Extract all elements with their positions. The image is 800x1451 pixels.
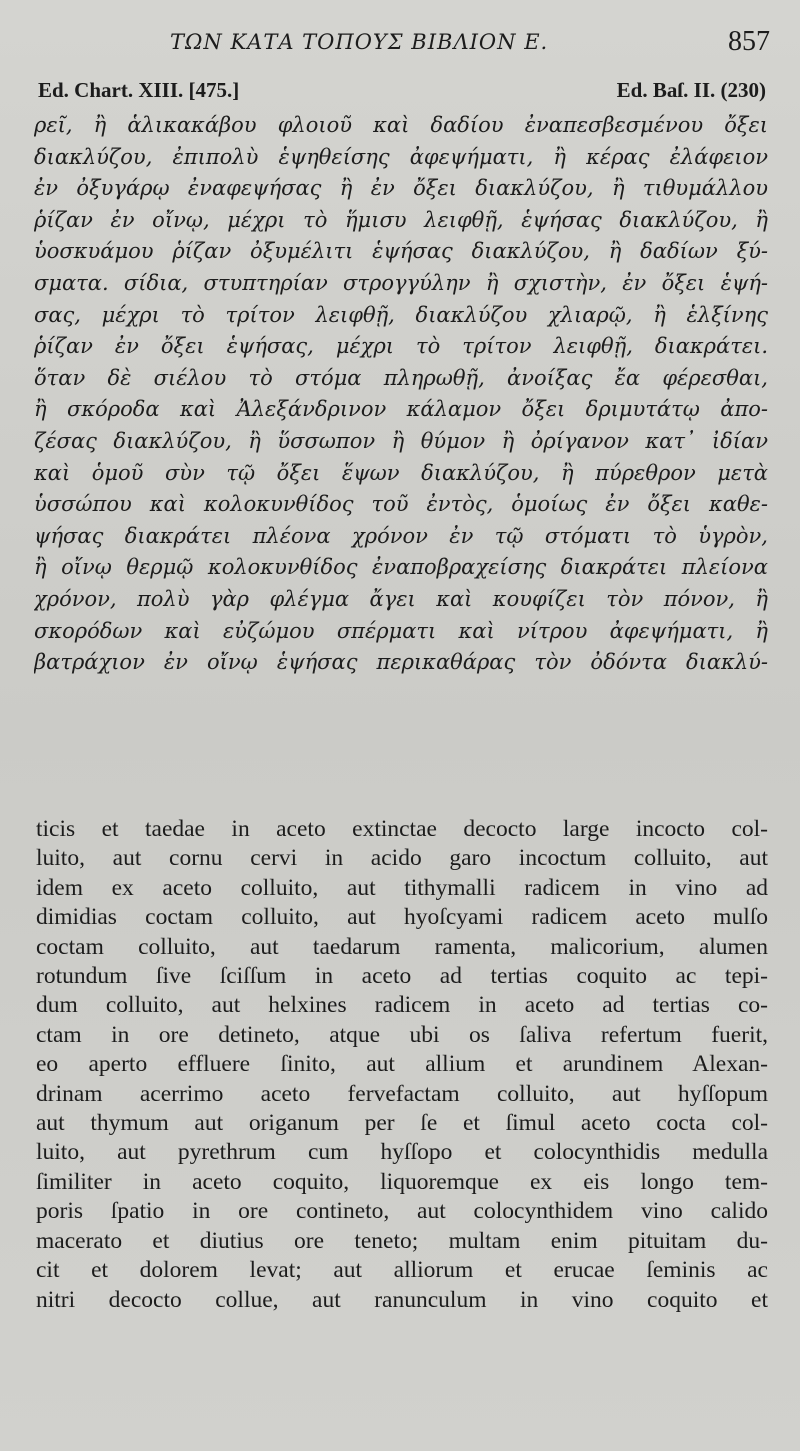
greek-text-line: ψήσας διακράτει πλέονα χρόνον ἐν τῷ στόματι τὸ ὑγρὸν, — [34, 523, 768, 548]
latin-text-line: luito, aut cornu cervi in acido garo incoctum colluito, aut — [36, 845, 768, 872]
latin-text-line: coctam colluito, aut taedarum ramenta, malicorium, alumen — [36, 933, 768, 960]
latin-text-line: ctam in ore detineto, atque ubi os ſaliva refertum fuerit, — [36, 1021, 768, 1048]
latin-text-line: drinam acerrimo aceto fervefactam colluito, aut hyſſopum — [36, 1080, 768, 1107]
greek-text-line: ὑοσκυάμου ῥίζαν ὀξυμέλιτι ἑψήσας διακλύζου, ἢ δαδίων ξύ- — [34, 239, 768, 264]
greek-text-line: σματα. σίδια, στυπτηρίαν στρογγύλην ἢ σχιστὴν, ἐν ὄξει ἑψή- — [34, 270, 768, 295]
latin-text-line: nitri decocto collue, aut ranunculum in vino coquito et — [36, 1286, 768, 1313]
page-number: 857 — [728, 26, 770, 57]
greek-text-line: ἢ σκόροδα καὶ Ἀλεξάνδρινον κάλαμον ὄξει δριμυτάτῳ ἀπο- — [34, 397, 768, 422]
latin-text-line: idem ex aceto colluito, aut tithymalli radicem in vino ad — [36, 874, 768, 901]
edition-basel: Ed. Baſ. II. (230) — [616, 78, 766, 102]
latin-text-line: poris ſpatio in ore contineto, aut colocynthidem vino calido — [36, 1198, 768, 1225]
greek-text-line: ῥίζαν ἐν ὄξει ἑψήσας, μέχρι τὸ τρίτον λειφθῇ, διακράτει. — [34, 334, 768, 359]
greek-text-line: ὅταν δὲ σιέλου τὸ στόμα πληρωθῇ, ἀνοίξας ἔα φέρεσθαι, — [34, 365, 768, 390]
latin-text-line: dum colluito, aut helxines radicem in aceto ad tertias co- — [36, 992, 768, 1019]
greek-text-line: βατράχιον ἐν οἴνῳ ἑψήσας περικαθάρας τὸν ὀδόντα διακλύ- — [34, 650, 768, 675]
latin-text-line: rotundum ſive ſciſſum in aceto ad tertias coquito ac tepi- — [36, 963, 768, 990]
greek-text-line: ρεῖ, ἢ ἁλικακάβου φλοιοῦ καὶ δαδίου ἐναπεσβεσμένου ὄξει — [34, 113, 768, 137]
greek-text-block — [34, 110, 768, 679]
latin-text-line: dimidias coctam colluito, aut hyoſcyami radicem aceto mulſo — [36, 904, 768, 931]
edition-line — [0, 78, 800, 106]
greek-text-line: σας, μέχρι τὸ τρίτον λειφθῇ, διακλύζου χλιαρῷ, ἢ ἑλξίνης — [34, 302, 768, 327]
latin-text-line: macerato et diutius ore teneto; multam enim pituitam du- — [36, 1227, 768, 1254]
latin-text-block — [36, 815, 768, 1315]
greek-text-line: ἢ οἴνῳ θερμῷ κολοκυνθίδος ἐναποβραχείσης διακράτει πλείονα — [34, 555, 768, 580]
greek-text-line: καὶ ὁμοῦ σὺν τῷ ὄξει ἕψων διακλύζου, ἢ πύρεθρον μετὰ — [34, 460, 768, 485]
greek-text-line: ἐν ὀξυγάρῳ ἐναφεψήσας ἢ ἐν ὄξει διακλύζου, ἢ τιθυμάλλου — [34, 176, 768, 201]
greek-text-line: σκορόδων καὶ εὐζώμου σπέρματι καὶ νίτρου ἀφεψήματι, ἢ — [34, 618, 768, 643]
greek-text-line: ζέσας διακλύζου, ἢ ὕσσωπον ἢ θύμον ἢ ὀρίγανον κατ᾽ ἰδίαν — [34, 428, 768, 453]
latin-text-line: eo aperto effluere ſinito, aut allium et arundinem Alexan- — [36, 1051, 768, 1078]
latin-text-line: ticis et taedae in aceto extinctae decocto large incocto col- — [36, 816, 768, 842]
greek-text-line: χρόνον, πολὺ γὰρ φλέγμα ἄγει καὶ κουφίζει τὸν πόνον, ἢ — [34, 586, 768, 611]
latin-text-line: ſimiliter in aceto coquito, liquoremque ex eis longo tem- — [36, 1168, 768, 1195]
greek-text-line: ῥίζαν ἐν οἴνῳ, μέχρι τὸ ἥμισυ λειφθῇ, ἑψήσας διακλύζου, ἢ — [34, 207, 768, 232]
running-head — [0, 26, 800, 62]
edition-chartier: Ed. Chart. XIII. [475.] — [38, 78, 240, 102]
latin-text-line: aut thymum aut origanum per ſe et ſimul aceto cocta col- — [36, 1110, 768, 1137]
greek-text-line: διακλύζου, ἐπιπολὺ ἑψηθείσης ἀφεψήματι, ἢ κέρας ἐλάφειον — [34, 144, 768, 169]
latin-text-line: luito, aut pyrethrum cum hyſſopo et colocynthidis medulla — [36, 1139, 768, 1166]
latin-text-line: cit et dolorem levat; aut alliorum et erucae ſeminis ac — [36, 1257, 768, 1284]
greek-text-line: ὑσσώπου καὶ κολοκυνθίδος τοῦ ἐντὸς, ὁμοίως ἐν ὄξει καθε- — [34, 492, 768, 517]
running-title: ΤΩΝ ΚΑΤΑ ΤΟΠΟΥΣ ΒΙΒΛΙΟΝ Ε. — [170, 30, 549, 54]
